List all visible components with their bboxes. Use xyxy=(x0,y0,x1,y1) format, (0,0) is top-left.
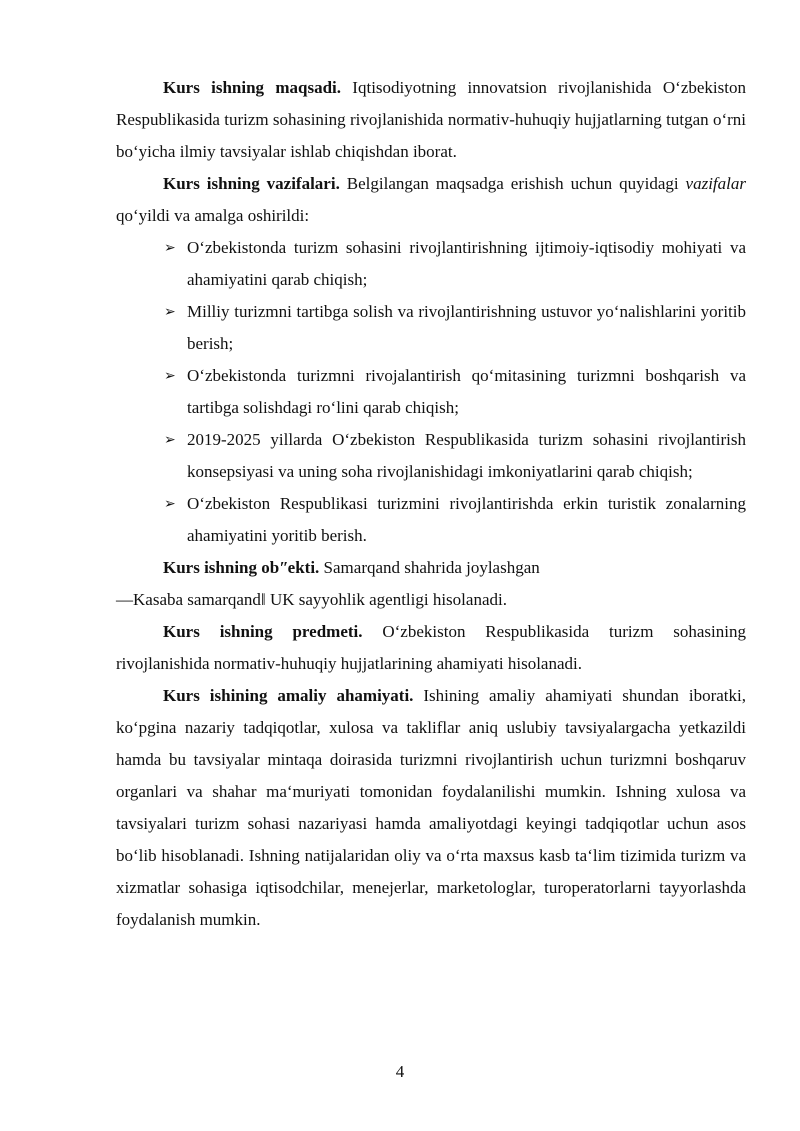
text-maqsad: Iqtisodiyotning innovatsion rivojlanishida O‘zbekiston Respublikasida turizm sohasining rivojlanishida normativ-huhuqiy hujjatlarning tutgan o‘rni bo‘yicha ilmiy tavsiyalar ishlab chiqishdan iborat. xyxy=(116,78,746,161)
list-item-text: 2019-2025 yillarda O‘zbekiston Respublikasida turizm sohasini rivojlantirish konsepsiyasi va uning soha rivojlanishidagi imkoniyatlarini qarab chiqish; xyxy=(187,430,746,481)
heading-obyekt: Kurs ishning obʺekti. xyxy=(163,558,320,577)
list-item xyxy=(116,232,746,296)
list-item-text: Milliy turizmni tartibga solish va rivojlantirishning ustuvor yo‘nalishlarini yoritib berish; xyxy=(187,302,746,353)
text-predmet: O‘zbekiston Respublikasida turizm sohasining rivojlanishida normativ-huhuqiy hujjatlarining ahamiyati hisolanadi. xyxy=(116,622,746,673)
task-list xyxy=(116,232,746,552)
paragraph-predmet xyxy=(116,616,746,680)
heading-amaliy: Kurs ishining amaliy ahamiyati. xyxy=(163,686,414,705)
text-vazifa-italic: vazifalar xyxy=(685,174,746,193)
arrow-bullet-icon: ➢ xyxy=(164,240,176,256)
arrow-bullet-icon: ➢ xyxy=(164,496,176,512)
paragraph-obyekt xyxy=(116,552,746,584)
list-item-text: O‘zbekistonda turizmni rivojalantirish qo‘mitasining turizmni boshqarish va tartibga solishdagi ro‘lini qarab chiqish; xyxy=(187,366,746,417)
heading-vazifa: Kurs ishning vazifalari. xyxy=(163,174,340,193)
paragraph-vazifa xyxy=(116,168,746,232)
paragraph-obyekt-line2: —Kasaba samarqand‖ UK sayyohlik agentligi hisolanadi. xyxy=(116,590,507,609)
list-item xyxy=(116,488,746,552)
list-item xyxy=(116,296,746,360)
text-obyekt: Samarqand shahrida joylashgan xyxy=(319,558,540,577)
list-item xyxy=(116,360,746,424)
paragraph-maqsad xyxy=(116,72,746,168)
arrow-bullet-icon: ➢ xyxy=(164,432,176,448)
list-item xyxy=(116,424,746,488)
arrow-bullet-icon: ➢ xyxy=(164,368,176,384)
text-vazifa-2: qo‘yildi va amalga oshirildi: xyxy=(116,206,310,225)
text-amaliy: Ishining amaliy ahamiyati shundan iboratki, ko‘pgina nazariy tadqiqotlar, xulosa va takliflar aniq uslubiy tavsiyalargacha yetkazildi hamda bu tavsiyalar mintaqa doirasida turizmni rivojlantirish uchun turizmni boshqaruv organlari va shahar ma‘muriyati tomonidan foydalanilishi mumkin. Ishning xulosa va tavsiyalari turizm sohasi nazariyasi hamda amaliyotdagi keyingi tadqiqotlar uchun asos bo‘lib hisoblanadi. Ishning natijalaridan oliy va o‘rta maxsus kasb ta‘lim tizimida turizm va xizmatlar sohasiga iqtisodchilar, menejerlar, marketologlar, turoperatorlarni tayyorlashda foydalanish mumkin. xyxy=(116,686,746,929)
arrow-bullet-icon: ➢ xyxy=(164,304,176,320)
list-item-text: O‘zbekiston Respublikasi turizmini rivojlantirishda erkin turistik zonalarning ahamiyatini yoritib berish. xyxy=(187,494,746,545)
heading-maqsad: Kurs ishning maqsadi. xyxy=(163,78,342,97)
paragraph-amaliy xyxy=(116,680,746,936)
list-item-text: O‘zbekistonda turizm sohasini rivojlantirishning ijtimoiy-iqtisodiy mohiyati va ahamiyatini qarab chiqish; xyxy=(187,238,746,289)
text-vazifa-1: Belgilangan maqsadga erishish uchun quyidagi xyxy=(339,174,686,193)
heading-predmet: Kurs ishning predmeti. xyxy=(163,622,363,641)
page-number: 4 xyxy=(395,1062,405,1081)
page-body xyxy=(116,72,746,936)
